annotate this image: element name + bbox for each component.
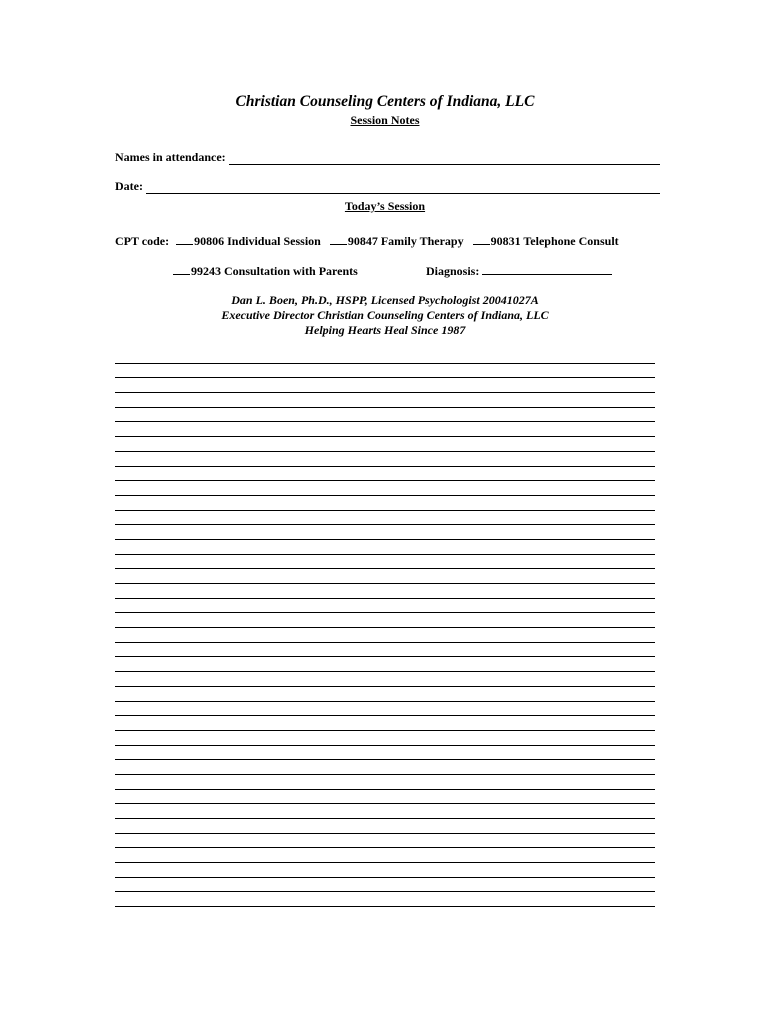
note-line[interactable] — [115, 819, 655, 834]
note-line[interactable] — [115, 834, 655, 849]
cpt-option-telephone — [473, 233, 619, 249]
names-label: Names in attendance: — [115, 150, 226, 164]
diagnosis-label: Diagnosis: — [426, 264, 480, 278]
note-line[interactable] — [115, 555, 655, 570]
cpt-option-label: 90847 Family Therapy — [347, 234, 464, 248]
organization-title: Christian Counseling Centers of Indiana, LLC — [235, 93, 535, 110]
note-line[interactable] — [115, 467, 655, 482]
note-line[interactable] — [115, 672, 655, 687]
names-field[interactable] — [229, 152, 660, 165]
note-line[interactable] — [115, 349, 655, 364]
cpt-checkbox-consultation[interactable] — [173, 263, 190, 275]
note-line[interactable] — [115, 613, 655, 628]
note-line[interactable] — [115, 378, 655, 393]
note-line[interactable] — [115, 364, 655, 379]
note-line[interactable] — [115, 437, 655, 452]
cpt-option-label: 90806 Individual Session — [194, 234, 321, 248]
cpt-code-row — [115, 233, 675, 249]
note-line[interactable] — [115, 746, 655, 761]
cpt-checkbox-individual[interactable] — [176, 233, 193, 245]
note-line[interactable] — [115, 892, 655, 907]
names-row — [115, 149, 660, 165]
note-line[interactable] — [115, 687, 655, 702]
note-line[interactable] — [115, 525, 655, 540]
cpt-option-individual — [176, 233, 321, 249]
date-row — [115, 178, 660, 194]
note-line[interactable] — [115, 848, 655, 863]
cpt-checkbox-family[interactable] — [330, 233, 347, 245]
date-label: Date: — [115, 179, 143, 193]
note-line[interactable] — [115, 731, 655, 746]
note-line[interactable] — [115, 599, 655, 614]
note-line[interactable] — [115, 452, 655, 467]
note-line[interactable] — [115, 643, 655, 658]
cpt-label: CPT code: — [115, 234, 170, 248]
date-field[interactable] — [146, 181, 660, 194]
note-line[interactable] — [115, 657, 655, 672]
form-subtitle: Session Notes — [350, 113, 420, 127]
cpt-option-label: 90831 Telephone Consult — [490, 234, 619, 248]
cpt-checkbox-telephone[interactable] — [473, 233, 490, 245]
session-heading: Today’s Session — [344, 199, 426, 213]
note-line[interactable] — [115, 511, 655, 526]
signature-line-1: Dan L. Boen, Ph.D., HSPP, Licensed Psychologist 20041027A — [231, 293, 539, 307]
cpt-option-family — [330, 233, 464, 249]
note-line[interactable] — [115, 790, 655, 805]
note-line[interactable] — [115, 393, 655, 408]
note-line[interactable] — [115, 760, 655, 775]
note-line[interactable] — [115, 716, 655, 731]
notes-area[interactable] — [115, 349, 655, 907]
note-line[interactable] — [115, 628, 655, 643]
signature-line-2: Executive Director Christian Counseling Centers of Indiana, LLC — [221, 308, 549, 322]
note-line[interactable] — [115, 422, 655, 437]
note-line[interactable] — [115, 569, 655, 584]
note-line[interactable] — [115, 540, 655, 555]
note-line[interactable] — [115, 775, 655, 790]
note-line[interactable] — [115, 584, 655, 599]
cpt-option-label: 99243 Consultation with Parents — [191, 264, 358, 278]
note-line[interactable] — [115, 863, 655, 878]
signature-line-3: Helping Hearts Heal Since 1987 — [304, 323, 466, 337]
note-line[interactable] — [115, 804, 655, 819]
note-line[interactable] — [115, 496, 655, 511]
diagnosis-group — [426, 263, 612, 279]
diagnosis-field[interactable] — [482, 263, 612, 275]
note-line[interactable] — [115, 878, 655, 893]
note-line[interactable] — [115, 481, 655, 496]
cpt-option-consultation — [173, 263, 358, 279]
note-line[interactable] — [115, 408, 655, 423]
note-line[interactable] — [115, 702, 655, 717]
cpt-code-row-2 — [173, 263, 633, 279]
